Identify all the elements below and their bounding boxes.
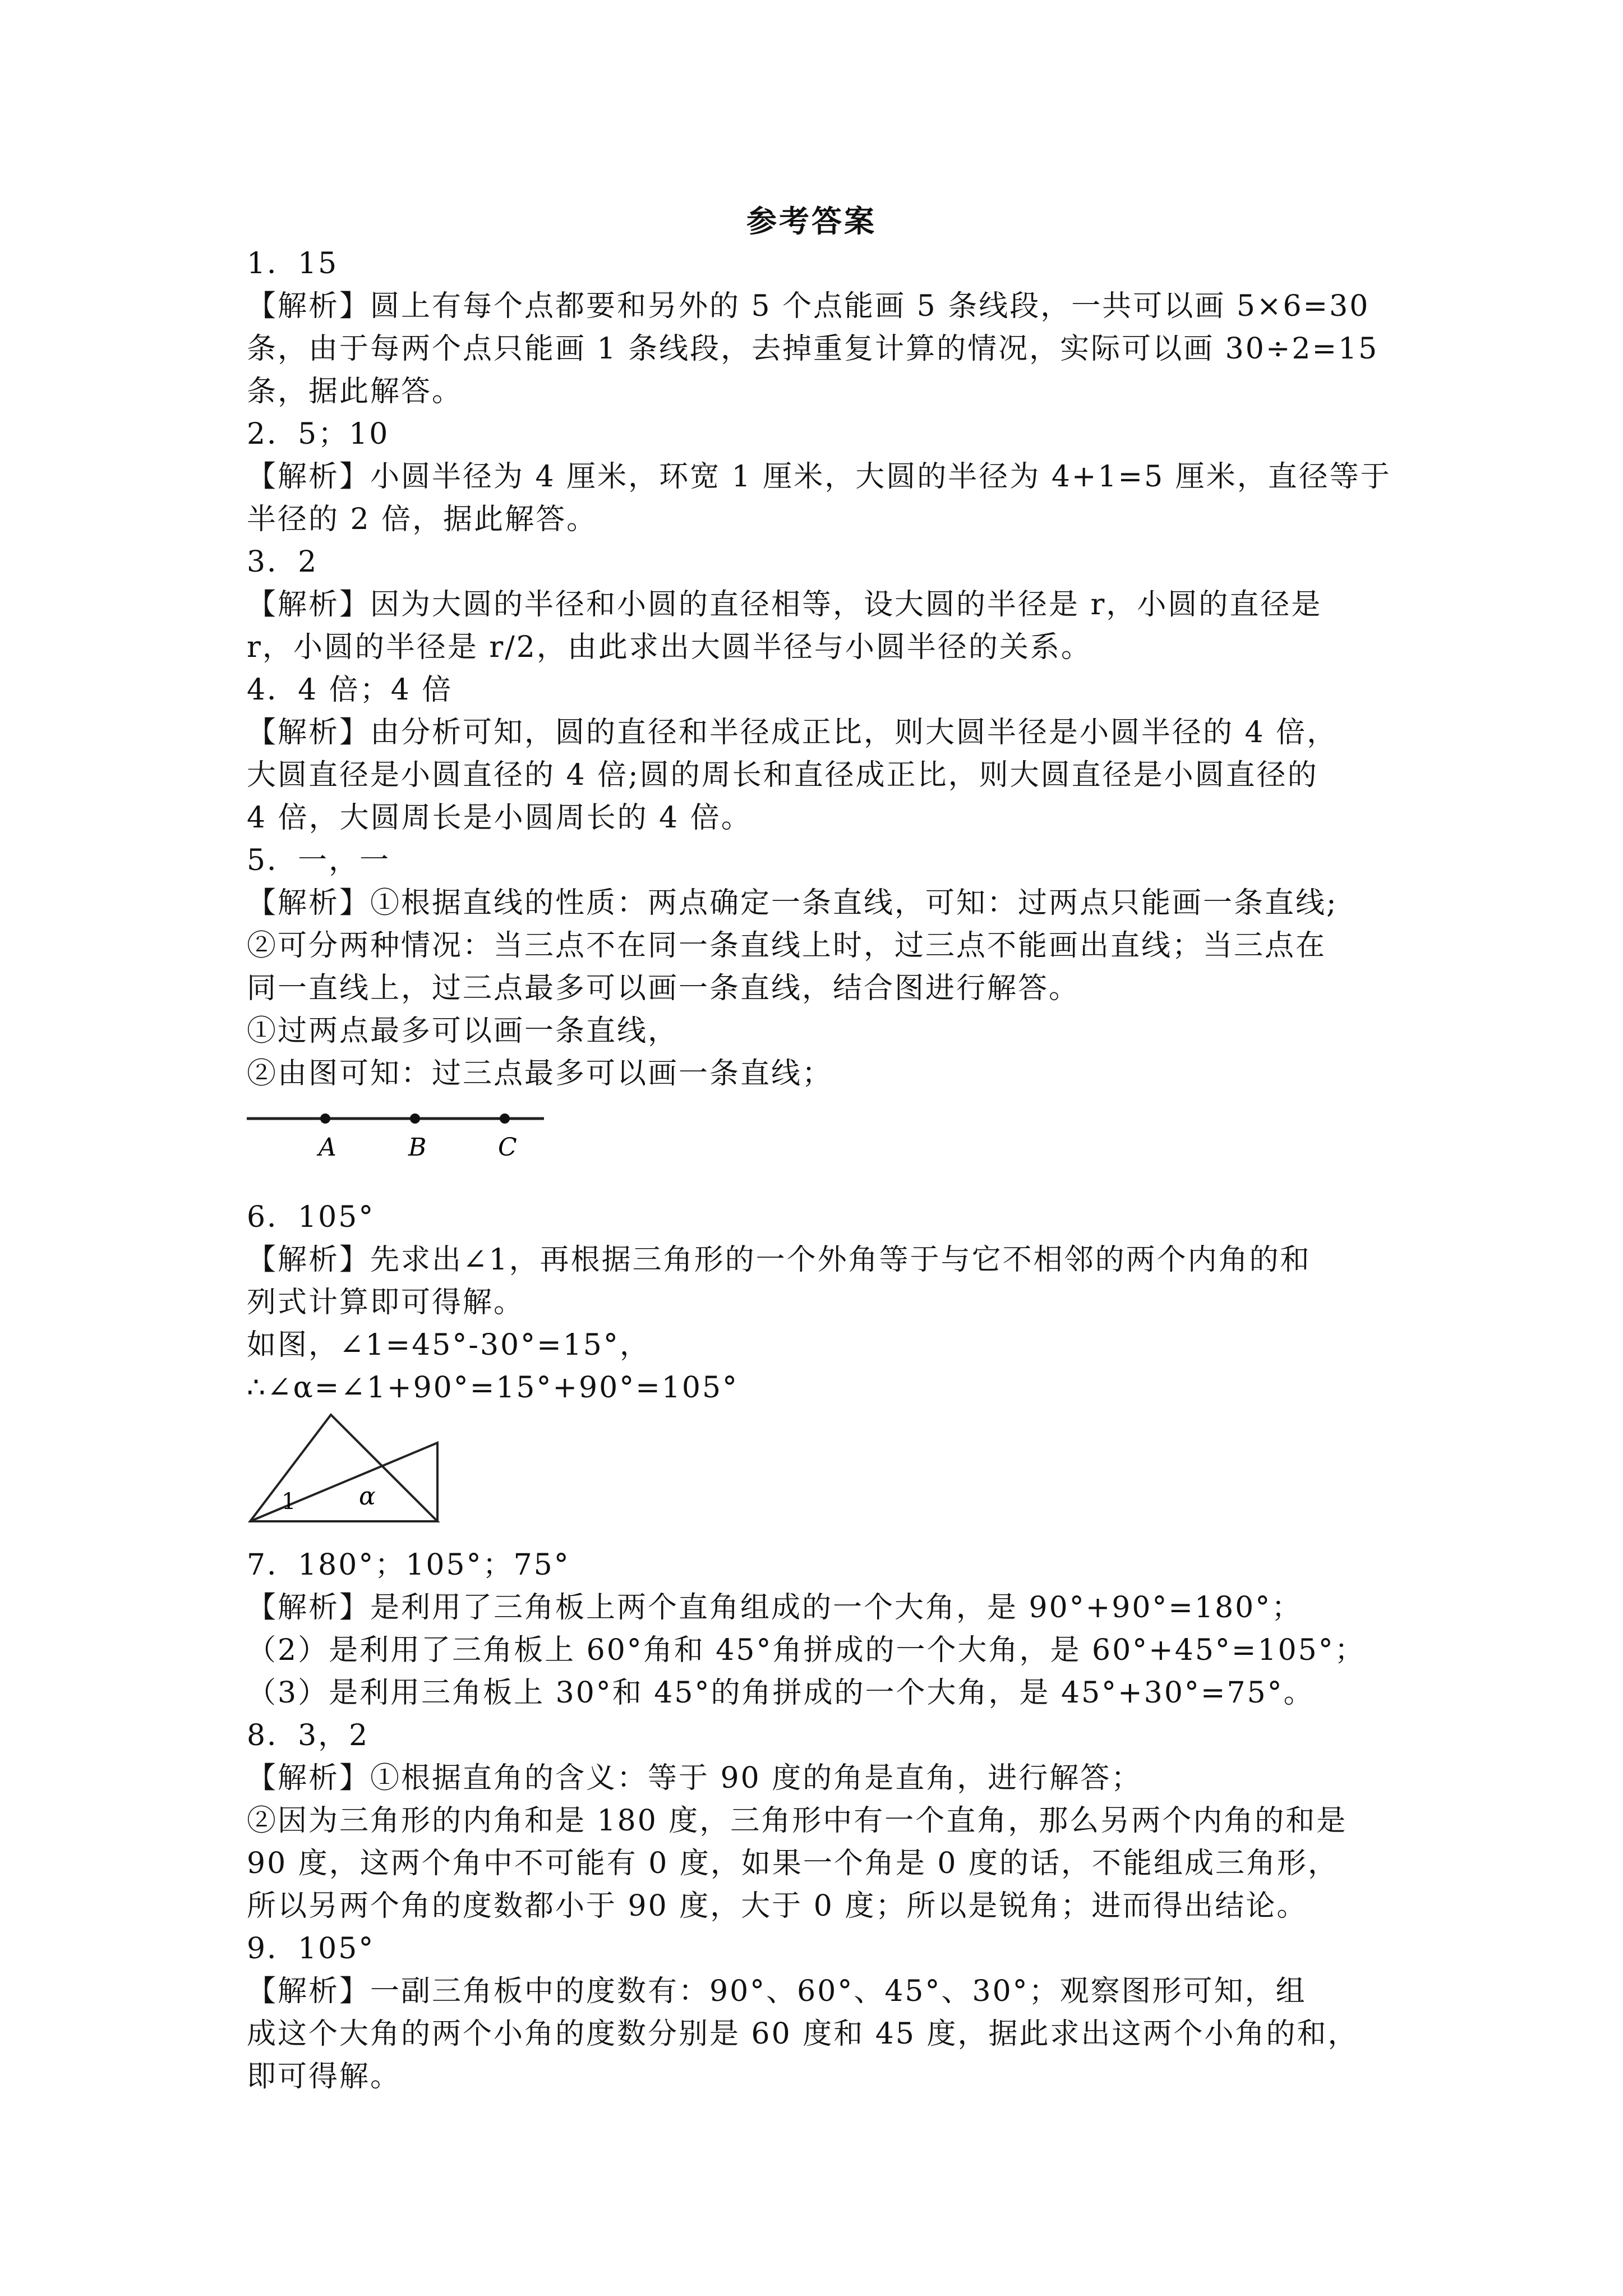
answer-line: 5．一，一: [247, 844, 391, 877]
answer-line: 如图，∠1=45°-30°=15°，: [247, 1328, 651, 1362]
answer-line: ②由图可知：过三点最多可以画一条直线；: [247, 1057, 833, 1091]
answer-line: 4．4 倍；4 倍: [247, 673, 453, 707]
answer-line: 【解析】①根据直角的含义：等于 90 度的角是直角，进行解答；: [247, 1761, 1142, 1795]
line-figure-svg: [247, 1095, 561, 1185]
answer-content: [247, 242, 1391, 2098]
answer-line: 【解析】因为大圆的半径和小圆的直径相等，设大圆的半径是 r，小圆的直径是: [247, 588, 1322, 622]
point-c: [500, 1114, 510, 1124]
answer-line: r，小圆的半径是 r/2，由此求出大圆半径与小圆半径的关系。: [247, 631, 1092, 664]
point-a: [320, 1114, 330, 1124]
point-b: [410, 1114, 420, 1124]
answer-line: 2．5；10: [247, 417, 390, 451]
answer-line: 【解析】小圆半径为 4 厘米，环宽 1 厘米，大圆的半径为 4+1=5 厘米，直径等于: [247, 460, 1391, 494]
answer-line: 【解析】是利用了三角板上两个直角组成的一个大角，是 90°+90°=180°；: [247, 1591, 1303, 1625]
answer-line: 条，据此解答。: [247, 375, 463, 408]
page-title: 参考答案: [746, 204, 877, 239]
answer-line: 3．2: [247, 545, 319, 579]
set-square-triangle-figure: [247, 1409, 1380, 1544]
answer-line: 同一直线上，过三点最多可以画一条直线，结合图进行解答。: [247, 972, 1080, 1005]
answer-line: 列式计算即可得解。: [247, 1286, 525, 1319]
angle-1-label: 1: [282, 1489, 296, 1515]
angle-alpha-label: α: [359, 1482, 376, 1511]
answer-line: 9．105°: [247, 1932, 375, 1966]
label-b: B: [408, 1133, 427, 1162]
label-c: C: [498, 1133, 517, 1162]
answer-line: ②因为三角形的内角和是 180 度，三角形中有一个直角，那么另两个内角的和是: [247, 1804, 1348, 1838]
three-points-line-figure: [247, 1095, 1380, 1196]
label-a: A: [319, 1133, 336, 1162]
triangle-30: [250, 1443, 437, 1521]
answer-line: 6．105°: [247, 1200, 375, 1234]
answer-line: 【解析】圆上有每个点都要和另外的 5 个点能画 5 条线段，一共可以画 5×6=30: [247, 289, 1370, 323]
answer-line: 半径的 2 倍，据此解答。: [247, 503, 598, 536]
answer-line: 大圆直径是小圆直径的 4 倍;圆的周长和直径成正比，则大圆直径是小圆直径的: [247, 758, 1318, 792]
answer-line: 【解析】先求出∠1，再根据三角形的一个外角等于与它不相邻的两个内角的和: [247, 1243, 1311, 1277]
answer-line: 条，由于每两个点只能画 1 条线段，去掉重复计算的情况，实际可以画 30÷2=15: [247, 332, 1379, 366]
answer-line: 【解析】一副三角板中的度数有：90°、60°、45°、30°；观察图形可知，组: [247, 1975, 1307, 2008]
answer-line: （3）是利用三角板上 30°和 45°的角拼成的一个大角，是 45°+30°=75°。: [247, 1676, 1315, 1710]
triangle-45: [250, 1415, 437, 1521]
answer-line: ①过两点最多可以画一条直线，: [247, 1014, 679, 1048]
answer-line: 成这个大角的两个小角的度数分别是 60 度和 45 度，据此求出这两个小角的和，: [247, 2017, 1359, 2051]
answer-line: 7．180°；105°；75°: [247, 1548, 570, 1582]
answer-line: 即可得解。: [247, 2060, 402, 2093]
answer-line: ②可分两种情况：当三点不在同一条直线上时，过三点不能画出直线；当三点在: [247, 929, 1327, 963]
answer-line: 【解析】由分析可知，圆的直径和半径成正比，则大圆半径是小圆半径的 4 倍，: [247, 716, 1338, 749]
answer-line: 所以另两个角的度数都小于 90 度，大于 0 度；所以是锐角；进而得出结论。: [247, 1889, 1308, 1923]
answer-line: 【解析】①根据直线的性质：两点确定一条直线，可知：过两点只能画一条直线;: [247, 886, 1338, 920]
answer-line: 90 度，这两个角中不可能有 0 度，如果一个角是 0 度的话，不能组成三角形，: [247, 1847, 1339, 1880]
answer-line: ∴∠α=∠1+90°=15°+90°=105°: [247, 1371, 739, 1405]
answer-line: 4 倍，大圆周长是小圆周长的 4 倍。: [247, 801, 752, 835]
triangle-figure-svg: [247, 1409, 471, 1538]
answer-line: 1．15: [247, 247, 339, 280]
answer-line: 8．3，2: [247, 1719, 370, 1752]
answer-line: （2）是利用了三角板上 60°角和 45°角拼成的一个大角，是 60°+45°=105°；: [247, 1634, 1366, 1667]
